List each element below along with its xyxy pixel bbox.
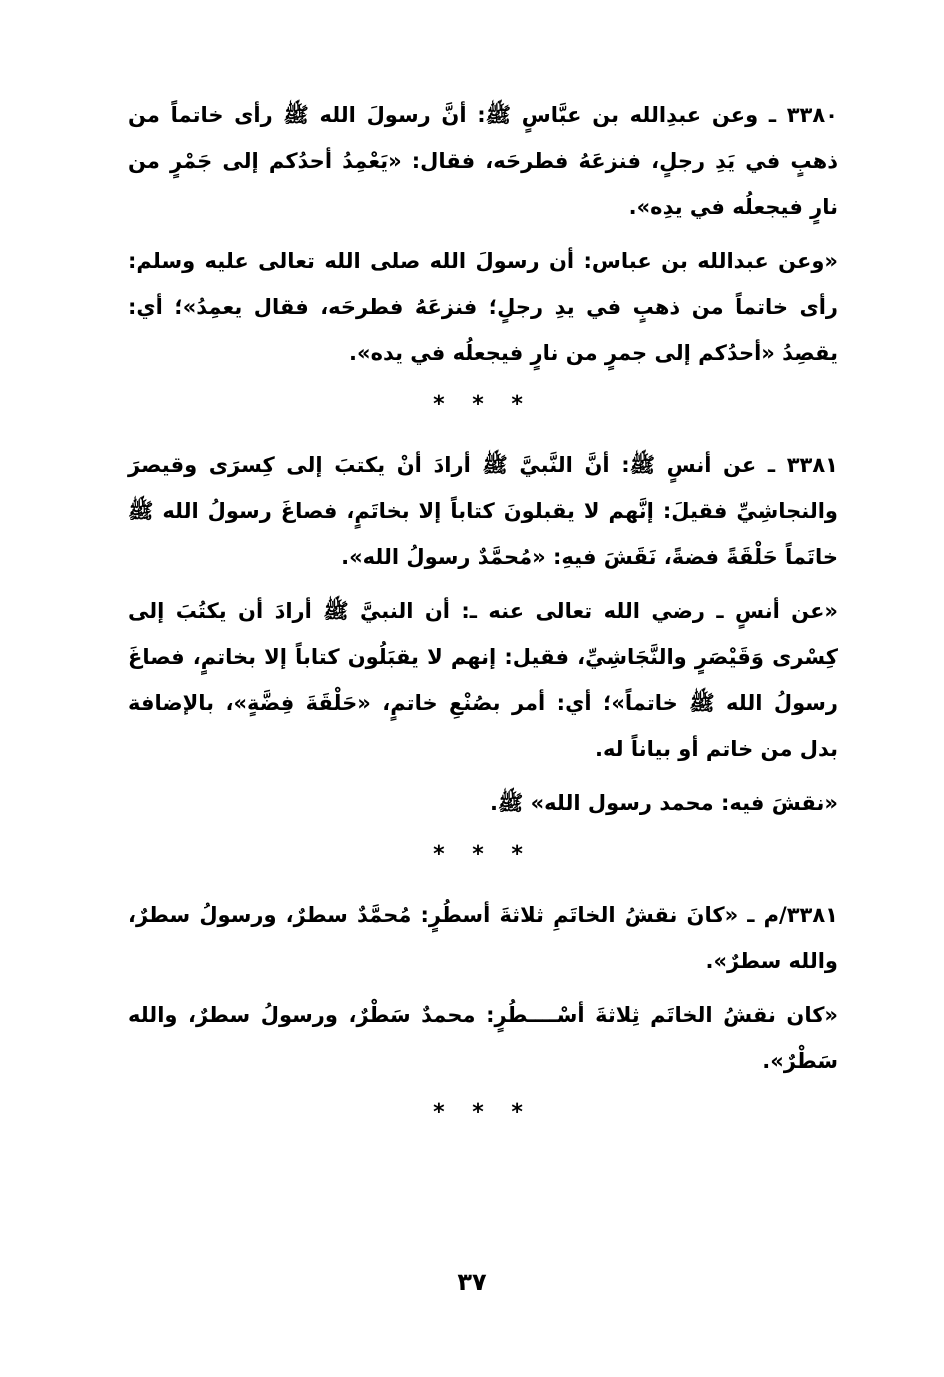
section-separator: * * * [433,842,533,867]
commentary-3381-m: «كان نقشُ الخاتَم ثِلاثةَ أسْــــطُرٍ: محمدٌ سَطْرٌ، ورسولُ سطرٌ، والله سَطْرٌ». [128,1003,838,1073]
commentary-3381: «عن أنسٍ ـ رضي الله تعالى عنه ـ: أن النبيَّ ﷺ أرادَ أن يكتُبَ إلى كِسْرى وَقَيْصَرٍ والنَّجَاشِيِّ، فقيل: إنهم لا يقبَلُون كتاباً إلا بخاتمٍ، فصاغَ رسولُ الله ﷺ خاتماً»؛ أي: أمر بصُنْعِ خاتمٍ، «حَلْقَةَ فِضَّةٍ»، بالإضافة بدل من خاتم أو بياناً له. [128,599,838,761]
commentary-3381-inscription: «نقشَ فيه: محمد رسول الله» ﷺ. [489,791,838,815]
hadith-3380: ٣٣٨٠ ـ وعن عبدِالله بن عبَّاسٍ ﷺ: أنَّ رسولَ الله ﷺ رأى خاتماً من ذهبٍ في يَدِ رجلٍ، فنزعَهُ فطرحَه، فقال: «يَعْمِدُ أحدُكم إلى جَمْرٍ من نارٍ فيجعلُه في يدِه». [128,103,838,219]
section-separator: * * * [433,392,533,417]
commentary-3380: «وعن عبدالله بن عباس: أن رسولَ الله صلى الله تعالى عليه وسلم: رأى خاتماً من ذهبٍ في يدِ رجلٍ؛ فنزعَهُ فطرحَه، فقال يعمِدُ»؛ أي: يقصِدُ «أحدُكم إلى جمرٍ من نارٍ فيجعلُه في يده». [128,249,838,365]
hadith-3381: ٣٣٨١ ـ عن أنسٍ ﷺ: أنَّ النَّبيَّ ﷺ أرادَ أنْ يكتبَ إلى كِسرَى وقيصرَ والنجاشِيِّ فقيلَ: إنَّهم لا يقبلونَ كتاباً إلا بخاتَمٍ، فصاغَ رسولُ الله ﷺ خاتَماً حَلْقَةً فضةً، نَقَشَ فيهِ: «مُحمَّدٌ رسولُ الله». [128,453,838,569]
page-body [128,92,838,1150]
section-separator: * * * [433,1100,533,1125]
page-number: ٣٧ [457,1268,487,1296]
hadith-3381-m: ٣٣٨١/م ـ «كانَ نقشُ الخاتَمِ ثلاثةَ أسطُرٍ: مُحمَّدٌ سطرٌ، ورسولُ سطرٌ، والله سطرٌ». [128,903,838,973]
